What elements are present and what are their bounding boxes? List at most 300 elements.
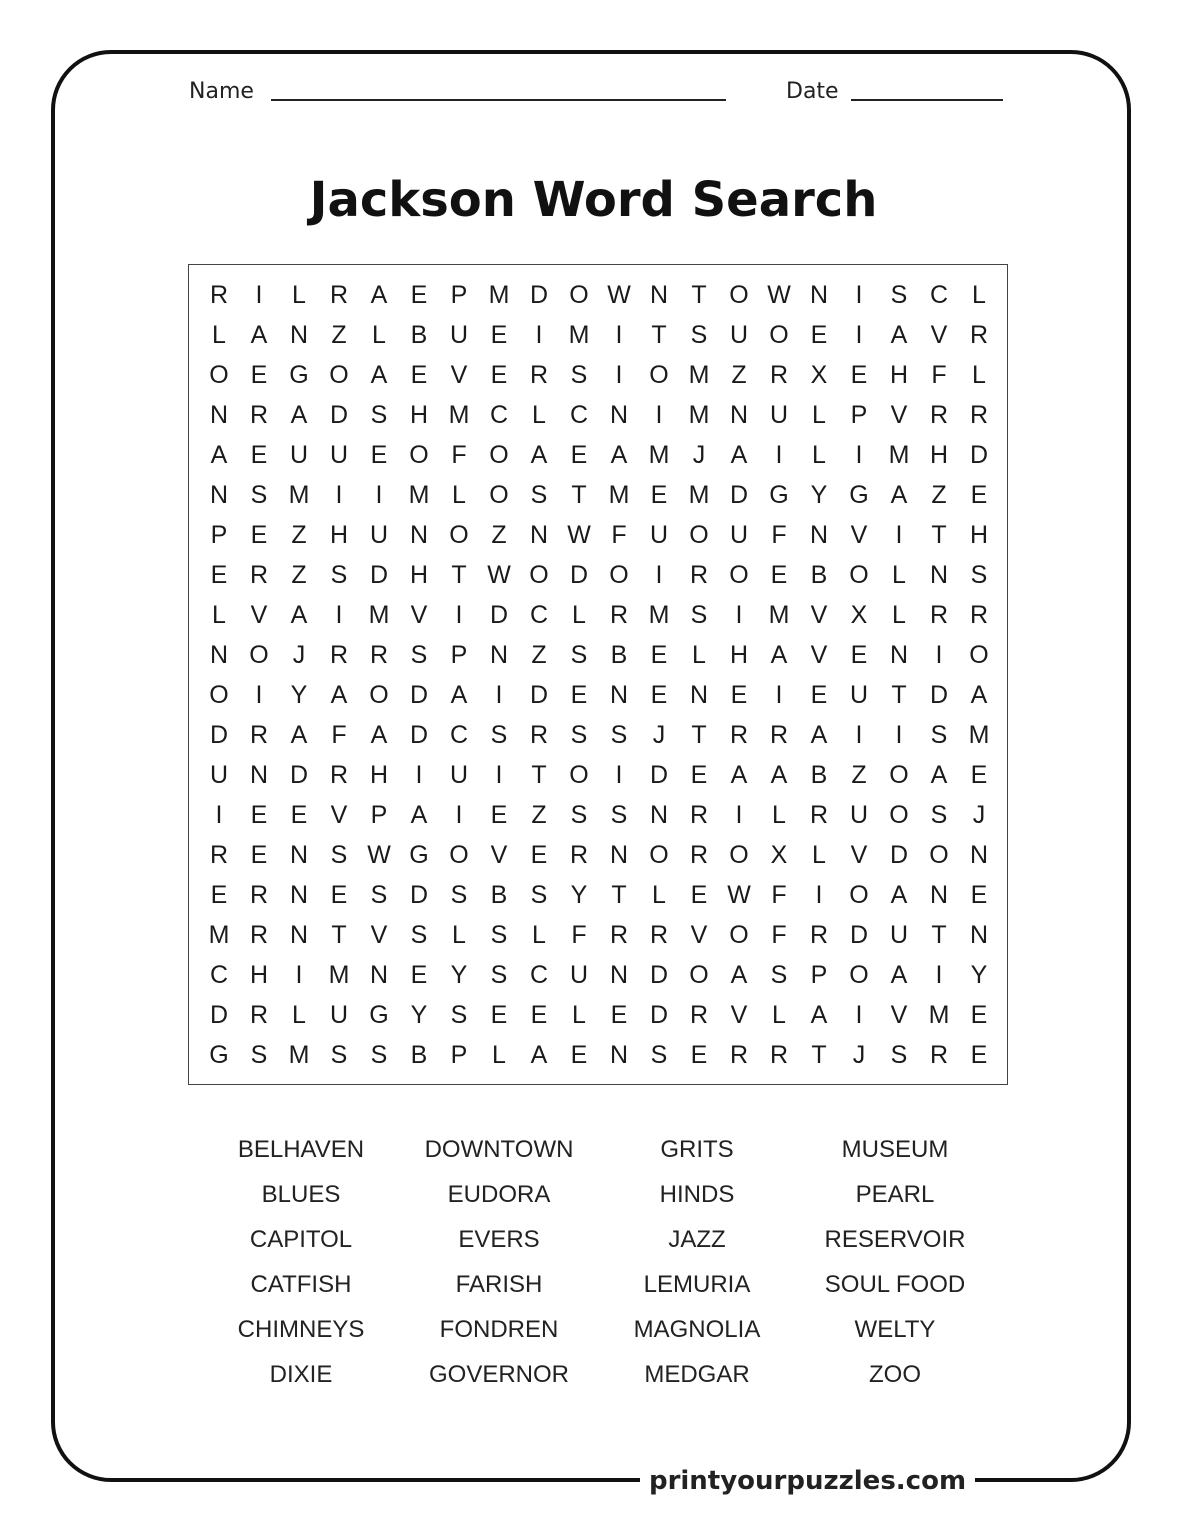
grid-letter: O: [329, 361, 349, 389]
grid-letter: R: [929, 401, 949, 429]
grid-letter: D: [649, 1001, 669, 1029]
grid-letter: L: [892, 601, 906, 629]
grid-letter: A: [290, 601, 308, 629]
grid-letter: E: [490, 801, 508, 829]
grid-letter: R: [249, 921, 269, 949]
word-list-item: GOVERNOR: [428, 1361, 569, 1388]
grid-letter: R: [529, 721, 549, 749]
grid-letter: R: [769, 721, 789, 749]
grid-letter: D: [529, 681, 549, 709]
grid-letter: R: [329, 761, 349, 789]
word-list-item: DOWNTOWN: [424, 1136, 574, 1163]
grid-letter: E: [370, 441, 388, 469]
grid-letter: U: [449, 321, 469, 349]
grid-letter: B: [810, 561, 828, 589]
grid-letter: U: [289, 441, 309, 469]
grid-letter: I: [375, 481, 383, 509]
grid-letter: M: [648, 441, 670, 469]
grid-letter: E: [290, 801, 308, 829]
grid-letter: N: [609, 841, 629, 869]
grid-letter: S: [330, 841, 348, 869]
grid-letter: A: [370, 281, 388, 309]
grid-letter: F: [771, 881, 787, 909]
grid-letter: S: [970, 561, 988, 589]
word-list-item: MAGNOLIA: [633, 1316, 761, 1343]
grid-letter: C: [929, 281, 949, 309]
grid-letter: Z: [491, 521, 507, 549]
grid-letter: R: [209, 841, 229, 869]
grid-letter: R: [809, 801, 829, 829]
grid-letter: L: [692, 641, 706, 669]
grid-letter: I: [775, 681, 783, 709]
grid-letter: M: [688, 401, 710, 429]
grid-letter: S: [490, 961, 508, 989]
grid-letter: O: [449, 521, 469, 549]
grid-letter: D: [369, 561, 389, 589]
grid-letter: M: [648, 601, 670, 629]
grid-letter: A: [410, 801, 428, 829]
grid-letter: N: [289, 921, 309, 949]
grid-letter: T: [811, 1041, 827, 1069]
grid-letter: Z: [331, 321, 347, 349]
grid-letter: L: [532, 401, 546, 429]
grid-letter: H: [369, 761, 389, 789]
grid-letter: U: [889, 921, 909, 949]
grid-letter: V: [810, 601, 828, 629]
grid-letter: R: [369, 641, 389, 669]
grid-letter: S: [410, 641, 428, 669]
grid-letter: I: [415, 761, 423, 789]
grid-letter: I: [615, 761, 623, 789]
grid-letter: Z: [291, 521, 307, 549]
grid-letter: B: [410, 1041, 428, 1069]
grid-letter: D: [409, 721, 429, 749]
grid-letter: O: [529, 561, 549, 589]
grid-letter: E: [250, 361, 268, 389]
grid-letter: O: [849, 561, 869, 589]
grid-letter: M: [368, 601, 390, 629]
word-list-item: MUSEUM: [841, 1136, 949, 1163]
grid-letter: E: [770, 561, 788, 589]
grid-letter: C: [529, 961, 549, 989]
grid-letter: R: [689, 801, 709, 829]
grid-letter: Z: [851, 761, 867, 789]
grid-letter: E: [810, 321, 828, 349]
grid-letter: I: [255, 281, 263, 309]
grid-letter: E: [690, 1041, 708, 1069]
grid-letter: O: [889, 761, 909, 789]
grid-letter: L: [372, 321, 386, 349]
grid-letter: I: [335, 481, 343, 509]
grid-letter: E: [490, 361, 508, 389]
grid-letter: D: [649, 961, 669, 989]
grid-letter: R: [649, 921, 669, 949]
grid-letter: R: [249, 401, 269, 429]
grid-letter: I: [255, 681, 263, 709]
grid-letter: N: [209, 481, 229, 509]
grid-letter: Y: [810, 481, 828, 509]
grid-letter: H: [729, 641, 749, 669]
grid-letter: A: [330, 681, 348, 709]
word-list-item: EUDORA: [447, 1181, 551, 1208]
grid-letter: E: [970, 1001, 988, 1029]
grid-letter: Y: [970, 961, 988, 989]
grid-letter: O: [689, 961, 709, 989]
grid-letter: P: [370, 801, 388, 829]
grid-letter: A: [970, 681, 988, 709]
grid-letter: D: [889, 841, 909, 869]
grid-letter: T: [691, 281, 707, 309]
grid-letter: S: [490, 721, 508, 749]
grid-letter: I: [855, 281, 863, 309]
grid-letter: L: [292, 1001, 306, 1029]
grid-letter: N: [529, 521, 549, 549]
grid-letter: I: [655, 561, 663, 589]
grid-letter: A: [530, 1041, 548, 1069]
grid-letter: X: [770, 841, 788, 869]
grid-letter: V: [930, 321, 948, 349]
grid-letter: S: [890, 1041, 908, 1069]
grid-letter: F: [571, 921, 587, 949]
grid-letter: O: [489, 441, 509, 469]
grid-letter: E: [650, 641, 668, 669]
word-list-item: CATFISH: [250, 1271, 352, 1298]
grid-letter: E: [490, 321, 508, 349]
grid-letter: V: [890, 1001, 908, 1029]
grid-letter: R: [809, 921, 829, 949]
grid-letter: E: [570, 1041, 588, 1069]
grid-letter: J: [692, 441, 706, 469]
grid-letter: N: [929, 561, 949, 589]
grid-letter: G: [289, 361, 309, 389]
grid-letter: A: [530, 441, 548, 469]
grid-letter: V: [810, 641, 828, 669]
grid-letter: M: [688, 481, 710, 509]
grid-letter: V: [690, 921, 708, 949]
grid-letter: E: [970, 761, 988, 789]
grid-letter: L: [652, 881, 666, 909]
grid-letter: E: [850, 641, 868, 669]
grid-letter: N: [809, 521, 829, 549]
grid-letter: T: [691, 721, 707, 749]
grid-letter: T: [611, 881, 627, 909]
grid-letter: U: [849, 681, 869, 709]
word-list-item: GRITS: [660, 1136, 734, 1163]
name-line: [271, 99, 726, 101]
grid-letter: E: [330, 881, 348, 909]
grid-letter: N: [249, 761, 269, 789]
grid-letter: M: [608, 481, 630, 509]
grid-letter: O: [609, 561, 629, 589]
grid-letter: R: [689, 561, 709, 589]
grid-letter: P: [210, 521, 228, 549]
grid-letter: A: [890, 881, 908, 909]
grid-letter: L: [572, 1001, 586, 1029]
grid-letter: T: [451, 561, 467, 589]
grid-letter: F: [771, 521, 787, 549]
grid-letter: O: [649, 361, 669, 389]
word-list-item: BELHAVEN: [237, 1136, 365, 1163]
grid-letter: A: [250, 321, 268, 349]
grid-letter: M: [408, 481, 430, 509]
grid-letter: T: [931, 921, 947, 949]
grid-letter: T: [931, 521, 947, 549]
grid-letter: L: [972, 361, 986, 389]
grid-letter: R: [689, 841, 709, 869]
grid-letter: N: [609, 401, 629, 429]
grid-letter: A: [730, 761, 748, 789]
grid-letter: E: [570, 681, 588, 709]
grid-letter: V: [410, 601, 428, 629]
grid-letter: S: [890, 281, 908, 309]
grid-letter: D: [729, 481, 749, 509]
grid-letter: P: [810, 961, 828, 989]
grid-letter: H: [409, 401, 429, 429]
grid-letter: R: [769, 1041, 789, 1069]
grid-letter: A: [370, 721, 388, 749]
grid-letter: F: [611, 521, 627, 549]
grid-letter: J: [972, 801, 986, 829]
grid-letter: A: [930, 761, 948, 789]
grid-letter: A: [610, 441, 628, 469]
grid-letter: L: [772, 1001, 786, 1029]
grid-letter: C: [449, 721, 469, 749]
grid-letter: H: [889, 361, 909, 389]
grid-letter: M: [488, 281, 510, 309]
grid-letter: B: [810, 761, 828, 789]
grid-letter: U: [209, 761, 229, 789]
grid-letter: B: [610, 641, 628, 669]
grid-letter: I: [455, 601, 463, 629]
grid-letter: V: [890, 401, 908, 429]
grid-letter: O: [969, 641, 989, 669]
grid-letter: L: [452, 921, 466, 949]
grid-letter: S: [530, 881, 548, 909]
grid-letter: D: [529, 281, 549, 309]
grid-letter: N: [969, 841, 989, 869]
grid-letter: E: [210, 881, 228, 909]
grid-letter: N: [209, 401, 229, 429]
grid-letter: O: [849, 961, 869, 989]
grid-letter: R: [609, 601, 629, 629]
grid-letter: L: [572, 601, 586, 629]
grid-letter: S: [410, 921, 428, 949]
name-label: Name: [189, 79, 254, 104]
grid-letter: P: [450, 281, 468, 309]
grid-letter: S: [690, 601, 708, 629]
grid-letter: P: [850, 401, 868, 429]
grid-letter: R: [209, 281, 229, 309]
grid-letter: X: [810, 361, 828, 389]
grid-letter: O: [409, 441, 429, 469]
grid-letter: M: [568, 321, 590, 349]
grid-letter: D: [929, 681, 949, 709]
grid-letter: G: [409, 841, 429, 869]
grid-letter: M: [768, 601, 790, 629]
grid-letter: O: [569, 761, 589, 789]
grid-letter: I: [335, 601, 343, 629]
word-list-item: SOUL FOOD: [824, 1271, 966, 1298]
grid-letter: A: [370, 361, 388, 389]
grid-letter: I: [855, 441, 863, 469]
grid-letter: F: [771, 921, 787, 949]
word-list-item: EVERS: [458, 1226, 540, 1253]
grid-letter: O: [729, 561, 749, 589]
grid-letter: J: [292, 641, 306, 669]
grid-letter: I: [655, 401, 663, 429]
grid-letter: L: [532, 921, 546, 949]
grid-letter: S: [570, 801, 588, 829]
word-list-item: JAZZ: [668, 1226, 726, 1253]
grid-letter: E: [250, 841, 268, 869]
grid-letter: A: [730, 961, 748, 989]
grid-letter: M: [328, 961, 350, 989]
grid-letter: F: [331, 721, 347, 749]
grid-letter: I: [855, 321, 863, 349]
word-list-item: FONDREN: [439, 1316, 559, 1343]
grid-letter: G: [849, 481, 869, 509]
grid-letter: E: [410, 361, 428, 389]
site-footer: printyourpuzzles.com: [648, 1466, 967, 1496]
grid-letter: V: [490, 841, 508, 869]
grid-letter: E: [650, 481, 668, 509]
grid-letter: E: [410, 961, 428, 989]
grid-letter: R: [249, 561, 269, 589]
grid-letter: U: [329, 1001, 349, 1029]
grid-letter: E: [730, 681, 748, 709]
grid-letter: S: [250, 481, 268, 509]
grid-letter: E: [530, 1001, 548, 1029]
grid-letter: E: [250, 801, 268, 829]
grid-letter: S: [330, 1041, 348, 1069]
grid-letter: R: [569, 841, 589, 869]
grid-letter: S: [570, 641, 588, 669]
grid-letter: O: [449, 841, 469, 869]
grid-letter: S: [450, 1001, 468, 1029]
grid-letter: N: [609, 961, 629, 989]
grid-letter: Y: [290, 681, 308, 709]
grid-letter: S: [450, 881, 468, 909]
grid-letter: D: [329, 401, 349, 429]
grid-letter: E: [690, 881, 708, 909]
grid-letter: D: [209, 721, 229, 749]
grid-letter: A: [810, 721, 828, 749]
date-label: Date: [786, 79, 839, 104]
grid-letter: R: [769, 361, 789, 389]
grid-letter: U: [369, 521, 389, 549]
grid-letter: S: [610, 721, 628, 749]
grid-letter: D: [849, 921, 869, 949]
grid-letter: T: [891, 681, 907, 709]
grid-letter: V: [450, 361, 468, 389]
grid-letter: R: [729, 721, 749, 749]
grid-letter: L: [812, 841, 826, 869]
grid-letter: W: [487, 561, 511, 589]
grid-letter: M: [888, 441, 910, 469]
grid-letter: I: [535, 321, 543, 349]
grid-letter: N: [369, 961, 389, 989]
grid-letter: E: [970, 1041, 988, 1069]
grid-letter: R: [609, 921, 629, 949]
grid-letter: R: [529, 361, 549, 389]
grid-letter: U: [569, 961, 589, 989]
grid-letter: U: [649, 521, 669, 549]
grid-letter: L: [972, 281, 986, 309]
grid-letter: N: [649, 281, 669, 309]
grid-letter: N: [209, 641, 229, 669]
word-list-item: DIXIE: [269, 1361, 333, 1388]
grid-letter: A: [770, 641, 788, 669]
grid-letter: I: [895, 521, 903, 549]
grid-letter: E: [650, 681, 668, 709]
grid-letter: S: [250, 1041, 268, 1069]
grid-letter: I: [615, 361, 623, 389]
grid-letter: O: [689, 521, 709, 549]
grid-letter: R: [969, 321, 989, 349]
grid-letter: L: [812, 441, 826, 469]
grid-letter: L: [292, 281, 306, 309]
grid-letter: E: [250, 521, 268, 549]
grid-letter: E: [690, 761, 708, 789]
grid-letter: I: [735, 801, 743, 829]
grid-letter: E: [250, 441, 268, 469]
grid-letter: T: [531, 761, 547, 789]
word-list-item: BLUES: [261, 1181, 341, 1208]
grid-letter: O: [889, 801, 909, 829]
grid-letter: S: [330, 561, 348, 589]
word-list-item: WELTY: [854, 1316, 936, 1343]
grid-letter: H: [969, 521, 989, 549]
grid-letter: S: [650, 1041, 668, 1069]
grid-letter: S: [610, 801, 628, 829]
grid-letter: R: [329, 281, 349, 309]
word-list-item: CHIMNEYS: [237, 1316, 365, 1343]
grid-letter: L: [212, 601, 226, 629]
grid-letter: D: [569, 561, 589, 589]
grid-letter: O: [569, 281, 589, 309]
grid-letter: E: [970, 881, 988, 909]
grid-letter: E: [530, 841, 548, 869]
grid-letter: D: [649, 761, 669, 789]
grid-letter: Y: [570, 881, 588, 909]
grid-letter: I: [775, 441, 783, 469]
grid-letter: M: [448, 401, 470, 429]
grid-letter: E: [810, 681, 828, 709]
grid-letter: I: [935, 641, 943, 669]
grid-letter: V: [850, 521, 868, 549]
grid-letter: M: [968, 721, 990, 749]
grid-letter: R: [729, 1041, 749, 1069]
grid-letter: I: [855, 1001, 863, 1029]
grid-letter: I: [855, 721, 863, 749]
grid-letter: N: [889, 641, 909, 669]
grid-letter: J: [852, 1041, 866, 1069]
page-title: Jackson Word Search: [309, 172, 878, 228]
grid-letter: O: [729, 841, 749, 869]
grid-letter: U: [329, 441, 349, 469]
grid-letter: O: [849, 881, 869, 909]
grid-letter: A: [890, 961, 908, 989]
grid-letter: N: [289, 881, 309, 909]
grid-letter: I: [615, 321, 623, 349]
grid-letter: M: [288, 481, 310, 509]
grid-letter: R: [969, 601, 989, 629]
grid-letter: A: [730, 441, 748, 469]
grid-letter: T: [571, 481, 587, 509]
grid-letter: N: [609, 681, 629, 709]
grid-letter: S: [570, 361, 588, 389]
grid-letter: L: [892, 561, 906, 589]
